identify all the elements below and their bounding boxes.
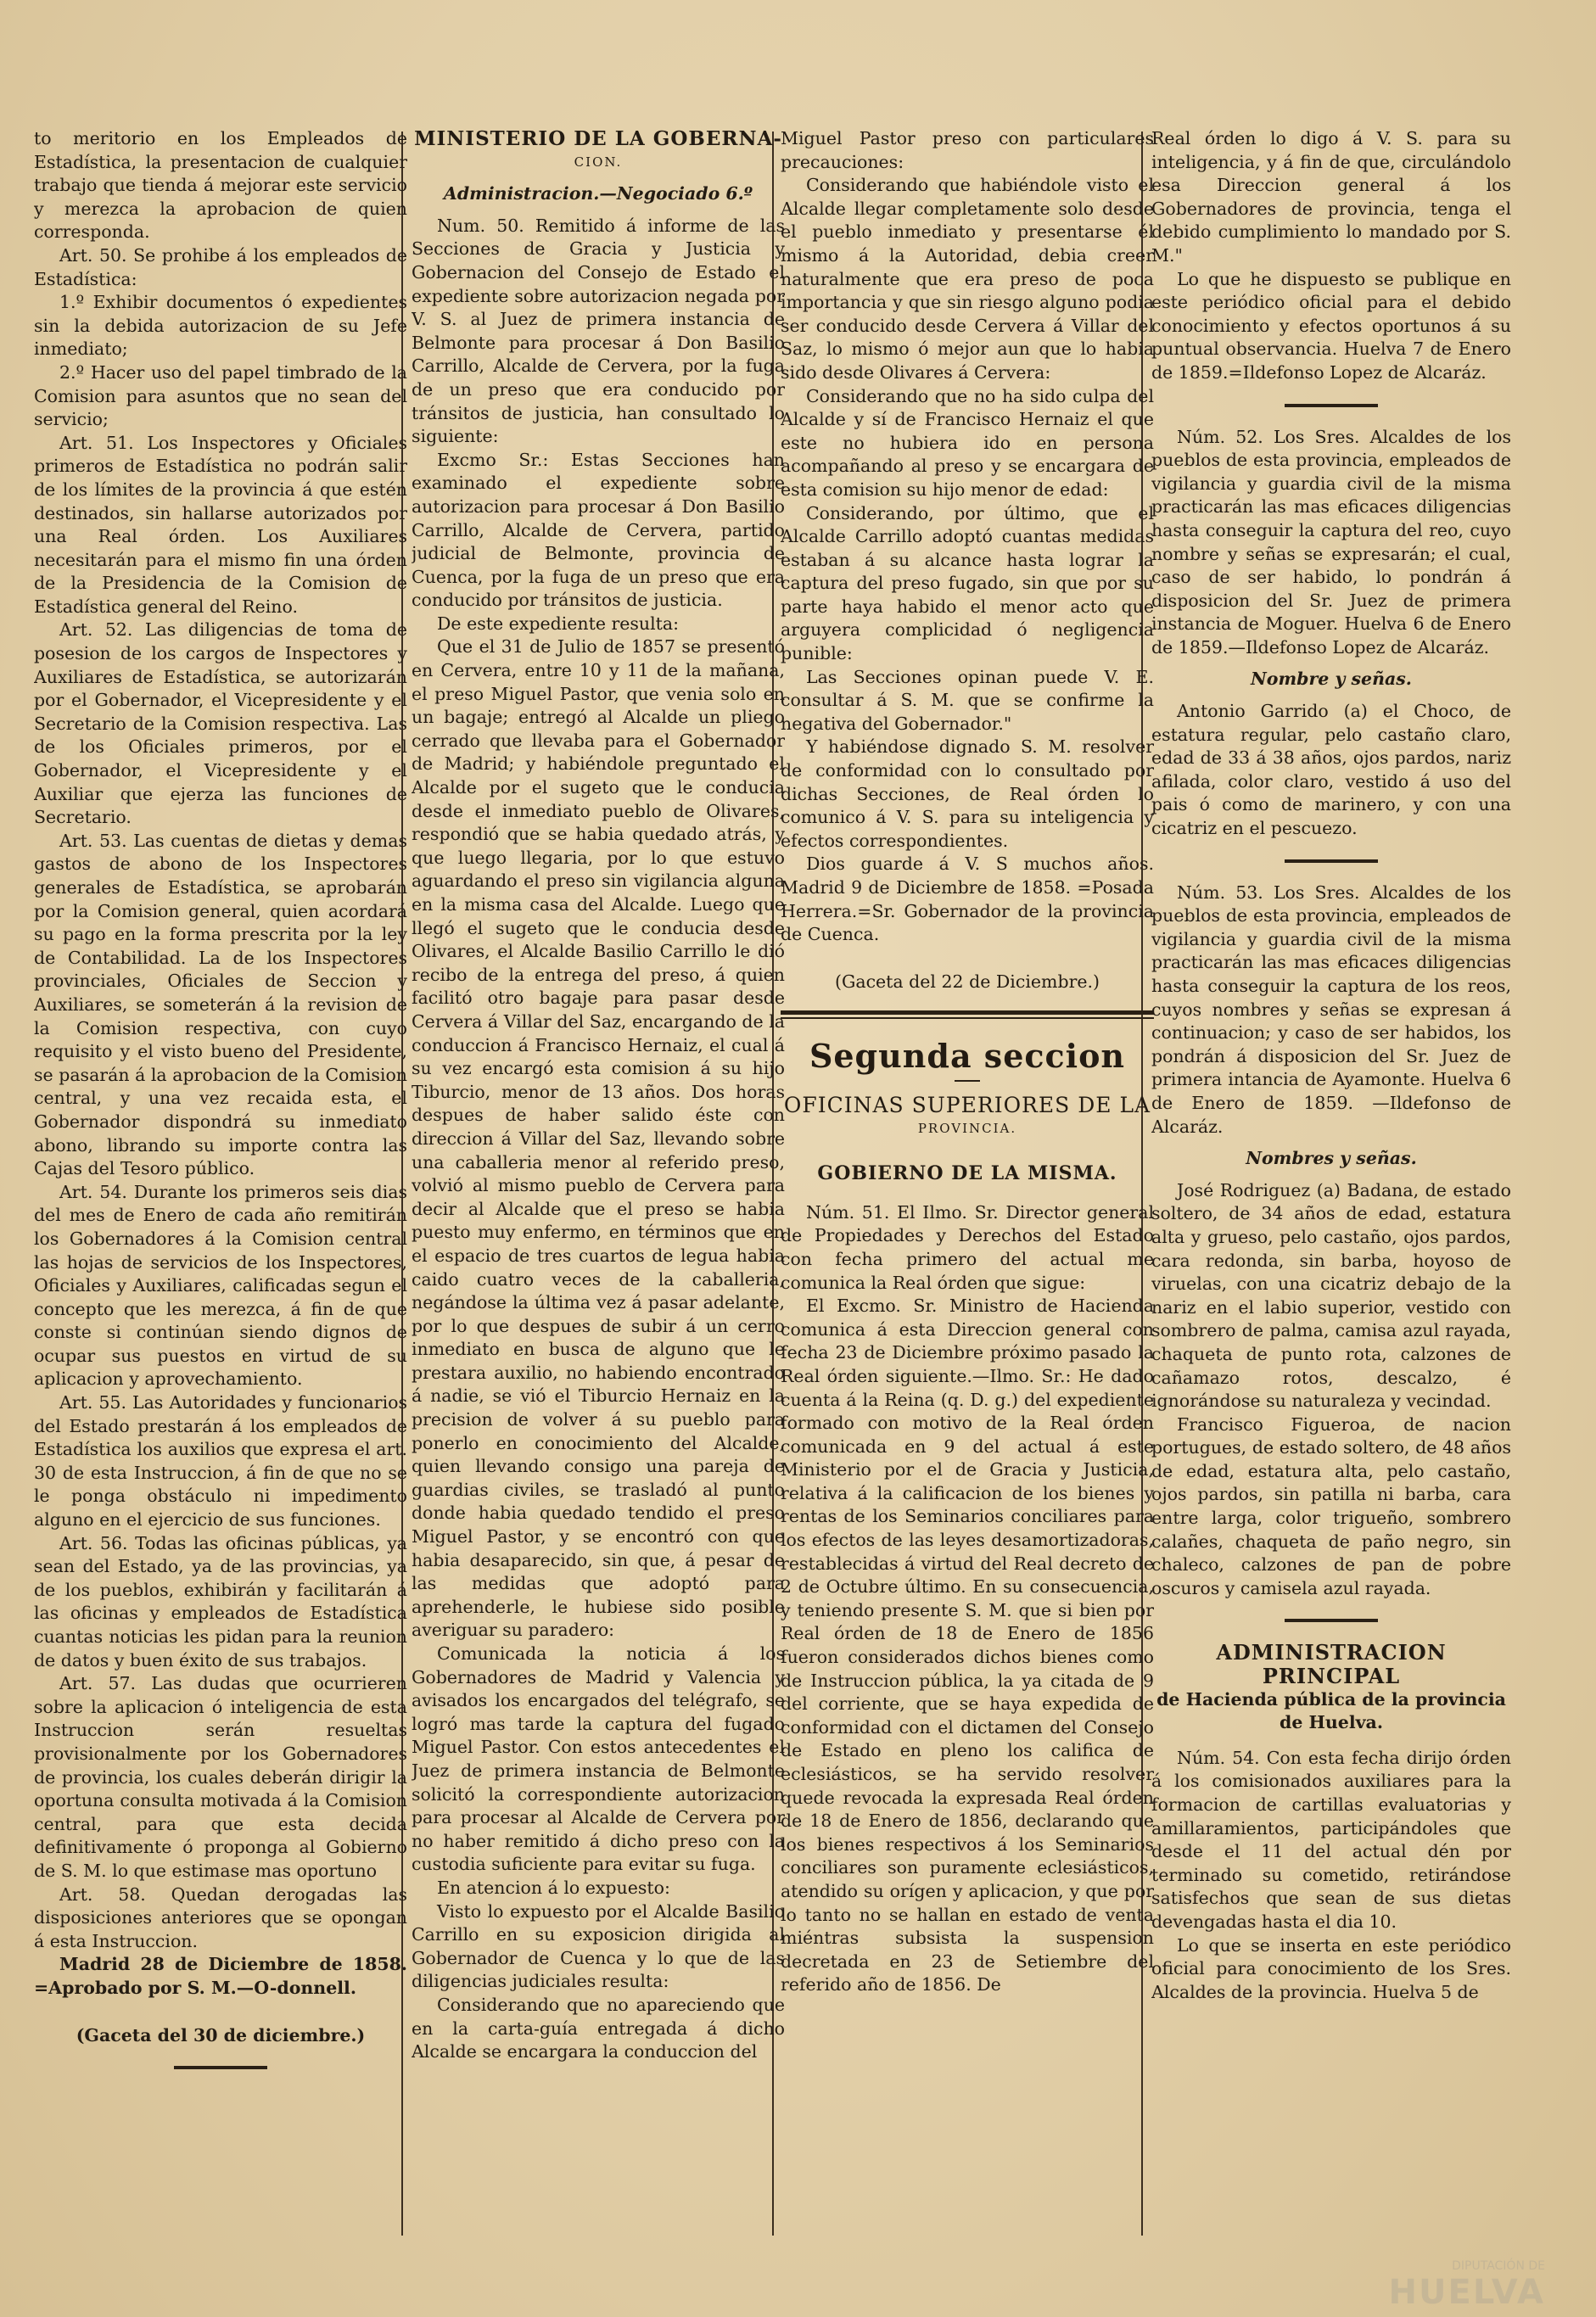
administration-heading-sub: de Hacienda pública de la provincia de Huelva. — [1156, 1688, 1506, 1733]
paragraph: Y habiéndose dignado S. M. resolver de conformidad con lo consultado por dichas Secciones, de Real órden lo comunico á V. S. para su inteligencia y efectos correspondientes. — [781, 736, 1154, 851]
article-57: Art. 57. Las dudas que ocurrieren sobre la aplicacion ó inteligencia de esta Instruccion serán resueltas provisionalmente por los Gobernadores de provincia, los cuales deberán dirigir la oportuna consulta motivada á la Comision central, para que esta decida definitivamente ó proponga al Gobierno de S. M. lo que estimase mas oportuno — [34, 1673, 407, 1881]
ministry-heading-sub: CION. — [574, 154, 623, 170]
paragraph: Considerando que habiéndole visto el Alcalde llegar completamente solo desde el pueblo inmediato y presentarse él mismo á la Autoridad, debia creer naturalmente que era preso de poca importancia y que sin riesgo alguno podia ser conducido desde Cervera á Villar del Saz, lo mismo ó mejor aun que lo habia sido desde Olivares á Cervera: — [781, 175, 1154, 383]
separator — [174, 2066, 267, 2069]
gaceta-citation: (Gaceta del 30 de diciembre.) — [76, 2024, 366, 2046]
column-4 — [1151, 127, 1511, 2299]
offices-heading: OFICINAS SUPERIORES DE LA — [783, 1092, 1151, 1117]
separator — [1285, 1619, 1378, 1622]
ministry-heading: MINISTERIO DE LA GOBERNA- — [414, 127, 782, 150]
article-50: Art. 50. Se prohibe á los empleados de Estadística: — [34, 244, 407, 289]
article-51: Art. 51. Los Inspectores y Oficiales primeros de Estadística no podrán salir de los límites de la provincia á que estén destinados, sin hallarse autorizados por una Real órden. Los Auxiliares necesitarán para el mismo fin una órden de la Presidencia de la Comision de Estadística general del Reino. — [34, 432, 407, 617]
gaceta-citation: (Gaceta del 22 de Diciembre.) — [834, 971, 1100, 992]
names-heading: Nombre y señas. — [1251, 669, 1412, 690]
paragraph: Dios guarde á V. S muchos años. Madrid 9 de Diciembre de 1858. =Posada Herrera.=Sr. Gobernador de la provincia de Cuenca. — [781, 853, 1154, 945]
paragraph: Núm. 51. El Ilmo. Sr. Director general de Propiedades y Derechos del Estado con fecha primero del actual me comunica la Real órden que sigue: — [781, 1201, 1154, 1293]
paragraph: 1.º Exhibir documentos ó expedientes sin la debida autorizacion de su Jefe inmediato; — [34, 292, 407, 360]
paragraph: De este expediente resulta: — [437, 613, 680, 634]
paragraph: Num. 50. Remitido á informe de las Secciones de Gracia y Justicia y Gobernacion del Consejo de Estado el expediente sobre autorizacion negada por V. S. al Juez de primera instancia de Belmonte para procesar á Don Basilio Carrillo, Alcalde de Cervera, por la fuga de un preso que era conducido por tránsitos de justicia, han consultado lo siguiente: — [412, 215, 785, 447]
separator — [781, 1010, 1154, 1019]
paragraph: Miguel Pastor preso con particulares precauciones: — [781, 128, 1154, 172]
article-55: Art. 55. Las Autoridades y funcionarios del Estado prestarán á los empleados de Estadística los auxilios que expresa el art. 30 de esta Instruccion, á fin de que no se le ponga obstáculo ni impedimento alguno en el ejercicio de sus funciones. — [34, 1392, 407, 1531]
notice-54: Núm. 54. Con esta fecha dirijo órden á los comisionados auxiliares para la formacion de cartillas evaluatorias y amillaramientos, participándoles que desde el 11 del actual dén por terminado su cometido, retirándose satisfechos que sean de sus dietas devengadas hasta el dia 10. — [1151, 1747, 1511, 1932]
signature: Madrid 28 de Diciembre de 1858. =Aprobado por S. M.—O-donnell. — [34, 1954, 407, 1998]
column-3 — [781, 127, 1154, 2299]
subheading: Administracion.—Negociado 6.º — [443, 183, 753, 204]
paragraph: Real órden lo digo á V. S. para su inteligencia, y á fin de que, circulándolo esa Direccion general á los Gobernadores de provincia, tenga el debido cumplimiento lo mandado por S. M." — [1151, 128, 1511, 266]
paragraph: José Rodriguez (a) Badana, de estado soltero, de 34 años de edad, estatura alta y grueso, pelo castaño, ojos pardos, cara redonda, sin barba, hoyoso de viruelas, con una cicatriz debajo de la nariz en el labio superior, vestido con sombrero de palma, camisa azul rayada, chaqueta de punto rota, calzones de cañamazo rotos, descalzo, é ignorándose su naturaleza y vecindad. — [1151, 1179, 1511, 1412]
government-heading: GOBIERNO DE LA MISMA. — [817, 1162, 1117, 1185]
paragraph: Considerando que no ha sido culpa del Alcalde y sí de Francisco Hernaiz el que este no hubiera ido en persona acompañando al preso y se encargara de esta comision su hijo menor de edad: — [781, 385, 1154, 500]
paragraph: Visto lo expuesto por el Alcalde Basilio Carrillo en su exposicion dirigida al Gobernador de Cuenca y lo que de las diligencias judiciales resulta: — [412, 1900, 785, 1992]
paragraph: Lo que se inserta en este periódico oficial para conocimiento de los Sres. Alcaldes de la provincia. Huelva 5 de — [1151, 1934, 1511, 2002]
paragraph: El Excmo. Sr. Ministro de Hacienda comunica á esta Direccion general con fecha 23 de Diciembre próximo pasado la Real órden siguiente.—Ilmo. Sr.: He dado cuenta á la Reina (q. D. g.) del expediente formado con motivo de la Real órden comunicada en 9 del actual á este Ministerio por el de Gracia y Justicia, relativa á la calificacion de los bienes y rentas de los Seminarios conciliares para los efectos de las leyes desamortizadoras, restablecidas á virtud del Real decreto de 2 de Octubre último. En su consecuencia, y teniendo presente S. M. que si bien por Real órden de 18 de Enero de 1856 fueron considerados dichos bienes como de Instruccion pública, la ya citada de 9 del corriente, que se haya expedida de conformidad con el dictamen del Consejo de Estado en pleno los califica de eclesiásticos, se ha servido resolver quede revocada la expresada Real órden de 18 de Enero de 1856, declarando que los bienes respectivos á los Seminarios conciliares son puramente eclesiásticos, atendido su orígen y aplicacion, y que por lo tanto no se hallan en estado de venta miéntras subsista la suspension decretada en 23 de Setiembre del referido año de 1856. De — [781, 1296, 1154, 1995]
section-heading: Segunda seccion — [809, 1037, 1126, 1076]
watermark-logo: HUELVA — [1388, 2273, 1545, 2312]
paragraph: Que el 31 de Julio de 1857 se presentó en Cervera, entre 10 y 11 de la mañana, el preso Miguel Pastor, que venia solo en un bagaje; entregó al Alcalde un pliego cerrado que llevaba para el Gobernador de Madrid; y habiéndole preguntado el Alcalde por el sugeto que le conducia desde el inmediato pueblo de Olivares, respondió que se habia quedado atrás, y que luego llegaria, por lo que estuvo aguardando el preso sin vigilancia alguna en la misma casa del Alcalde. Luego que llegó el sugeto que le conducia desde Olivares, el Alcalde Basilio Carrillo le dió recibo de la entrega del preso, á quien facilitó otro bagaje para pasar desde Cervera á Villar del Saz, encargando de la conduccion á Francisco Hernaiz, el cual á su vez encargó esta comision á su hijo Tiburcio, menor de 13 años. Dos horas despues de haber salido éste con direccion á Villar del Saz, llevando sobre una caballeria menor al referido preso, volvió al mismo pueblo de Cervera para decir al Alcalde que el preso se habia puesto muy enfermo, en términos que en el espacio de tres cuartos de legua habia caido cuatro veces de la caballeria, negándose la última vez á pasar adelante, por lo que despues de subir á un cerro inmediato en busca de alguno que le prestara auxilio, no habiendo encontrado á nadie, se vió el Tiburcio Hernaiz en la precision de volver á su pueblo para ponerlo en conocimiento del Alcalde, quien llevando consigo una pareja de guardias civiles, se trasladó al punto donde habia quedado tendido el preso Miguel Pastor, y se encontró con que habia desaparecido, sin que, á pesar de las medidas que adoptó para aprehenderle, le hubiese sido posible averiguar su paradero: — [412, 636, 785, 1641]
paragraph: Considerando que no apareciendo que en la carta-guía entregada á dicho Alcalde se encargara la conduccion del — [412, 1994, 785, 2062]
paragraph: Antonio Garrido (a) el Choco, de estatura regular, pelo castaño claro, edad de 33 á 38 años, ojos pardos, nariz afilada, color claro, vestido á uso del pais ó como de marinero, y con una cicatriz en el pescuezo. — [1151, 701, 1511, 839]
watermark-small: DIPUTACIÓN DE — [1452, 2259, 1545, 2273]
paragraph: Considerando, por último, que el Alcalde Carrillo adoptó cuantas medidas estaban á su alcance hasta lograr la captura del preso fugado, sin que por su parte haya habido el menor acto que arguyera complicidad ó negligencia punible: — [781, 502, 1154, 664]
column-2 — [412, 127, 785, 2299]
offices-heading-sub: PROVINCIA. — [917, 1120, 1017, 1136]
separator — [1285, 404, 1378, 407]
names-heading: Nombres y señas. — [1246, 1148, 1417, 1169]
article-53: Art. 53. Las cuentas de dietas y demas gastos de abono de los Inspectores generales de Estadística, se aprobarán por la Comision general, quien acordará su pago en la forma prescrita por la ley de Contabilidad. La de los Inspectores provinciales, Oficiales de Seccion y Auxiliares, se someterán á la revision de la Comision respectiva, con cuyo requisito y el visto bueno del Presidente, se pasarán á la aprobacion de la Comision central, y una vez recaida esta, el Gobernador dispondrá su inmediato abono, librando su importe contra las Cajas del Tesoro público. — [34, 830, 407, 1179]
separator — [955, 1080, 980, 1082]
article-52: Art. 52. Las diligencias de toma de posesion de los cargos de Inspectores y Auxiliares de Estadística, se autorizarán por el Gobernador, el Vicepresidente y el Secretario de la Comision respectiva. Las de los Oficiales primeros, por el Gobernador, el Vicepresidente y el Auxiliar que ejerza las funciones de Secretario. — [34, 619, 407, 828]
separator — [1285, 859, 1378, 863]
paragraph: Francisco Figueroa, de nacion portugues, de estado soltero, de 48 años de edad, estatura alta, pelo castaño, ojos pardos, sin patilla ni barba, cara entre larga, color trigueño, sombrero calañes, chaqueta de paño negro, sin chaleco, calzones de pan de pobre oscuros y camisela azul rayada. — [1151, 1413, 1511, 1598]
paragraph: En atencion á lo expuesto: — [437, 1877, 670, 1898]
paragraph: 2.º Hacer uso del papel timbrado de la Comision para asuntos que no sean del servicio; — [34, 361, 407, 430]
article-56: Art. 56. Todas las oficinas públicas, ya sean del Estado, ya de las provincias, ya de los pueblos, exhibirán y facilitarán á las oficinas y empleados de Estadística cuantas noticias les pidan para la reunion de datos y buen éxito de sus trabajos. — [34, 1532, 407, 1671]
administration-heading: ADMINISTRACION PRINCIPAL — [1216, 1640, 1447, 1689]
paragraph: Comunicada la noticia á los Gobernadores de Madrid y Valencia y avisados los encargados del telégrafo, se logró mas tarde la captura del fugado Miguel Pastor. Con estos antecedentes el Juez de primera instancia de Belmonte solicitó la correspondiente autorizacion para procesar al Alcalde de Cervera por no haber remitido á dicho preso con la custodia suficiente para evitar su fuga. — [412, 1643, 785, 1875]
paragraph: Las Secciones opinan puede V. E. consultar á S. M. que se confirme la negativa del Gobernador." — [781, 666, 1154, 734]
notice-53: Núm. 53. Los Sres. Alcaldes de los pueblos de esta provincia, empleados de vigilancia y guardia civil de la misma practicarán las mas eficaces diligencias hasta conseguir la captura de los reos, cuyos nombres y señas se expresan á continuacion; y caso de ser habidos, los pondrán á disposicion del Sr. Juez de primera intancia de Ayamonte. Huelva 6 de Enero de 1859. —Ildefonso de Alcaráz. — [1151, 881, 1511, 1137]
notice-52: Núm. 52. Los Sres. Alcaldes de los pueblos de esta provincia, empleados de vigilancia y guardia civil de la misma practicarán las mas eficaces diligencias hasta conseguir la captura del reo, cuyo nombre y señas se expresarán; el cual, caso de ser habido, lo pondrán á disposicion del Sr. Juez de primera instancia de Moguer. Huelva 6 de Enero de 1859.—Ildefonso Lopez de Alcaráz. — [1151, 426, 1511, 658]
article-54: Art. 54. Durante los primeros seis dias del mes de Enero de cada año remitirán los Gobernadores á la Comision central las hojas de servicios de los Inspectores, Oficiales y Auxiliares, calificadas segun el concepto que les merezca, á fin de que conste si continúan siendo dignos de ocupar sus puestos en virtud de su aplicacion y aprovechamiento. — [34, 1181, 407, 1390]
paragraph: Lo que he dispuesto se publique en este periódico oficial para el debido conocimiento y efectos oportunos á su puntual observancia. Huelva 7 de Enero de 1859.=Ildefonso Lopez de Alcaráz. — [1151, 268, 1511, 383]
paragraph: Excmo Sr.: Estas Secciones han examinado el expediente sobre autorizacion para procesar á Don Basilio Carrillo, Alcalde de Cervera, partido judicial de Belmonte, provincia de Cuenca, por la fuga de un preso que era conducido por tránsitos de justicia. — [412, 449, 785, 611]
article-58: Art. 58. Quedan derogadas las disposiciones anteriores que se opongan á esta Instruccion. — [34, 1883, 407, 1951]
paragraph: to meritorio en los Empleados de Estadística, la presentacion de cualquier trabajo que tienda á mejorar este servicio y merezca la aprobacion de quien corresponda. — [34, 128, 407, 243]
column-1 — [34, 127, 407, 2299]
